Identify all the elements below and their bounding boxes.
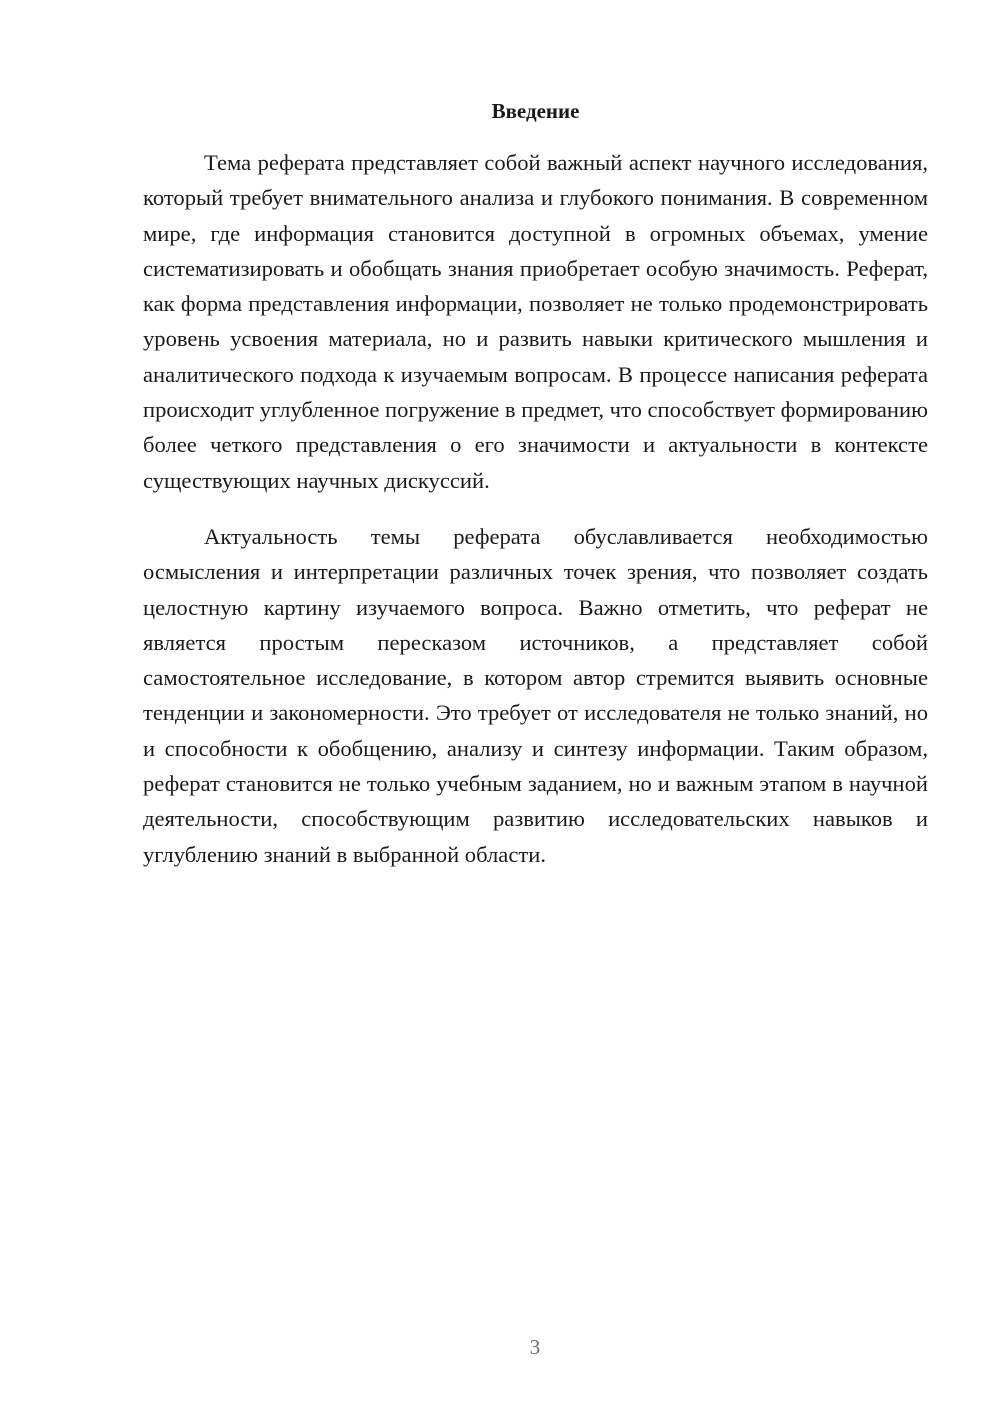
page-number: 3	[529, 1335, 541, 1359]
paragraph-relevance: Актуальность темы реферата обуславливается необходимостью осмысления и интерпретации различных точек зрения, что позволяет создать целостную картину изучаемого вопроса. Важно отметить, что реферат не является простым пересказом источников, а представляет собой самостоятельное исследование, в котором автор стремится выявить основные тенденции и закономерности. Это требует от исследователя не только знаний, но и способности к обобщению, анализу и синтезу информации. Таким образом, реферат становится не только учебным заданием, но и важным этапом в научной деятельности, способствующим развитию исследовательских навыков и углублению знаний в выбранной области.	[143, 523, 928, 867]
paragraph-introduction-topic: Тема реферата представляет собой важный аспект научного исследования, который требует внимательного анализа и глубокого понимания. В современном мире, где информация становится доступной в огромных объемах, умение систематизировать и обобщать знания приобретает особую значимость. Реферат, как форма представления информации, позволяет не только продемонстрировать уровень усвоения материала, но и развить навыки критического мышления и аналитического подхода к изучаемым вопросам. В процессе написания реферата происходит углубленное погружение в предмет, что способствует формированию более четкого представления о его значимости и актуальности в контексте существующих научных дискуссий.	[143, 150, 928, 493]
page-content	[143, 96, 928, 872]
section-title: Введение	[491, 99, 580, 123]
